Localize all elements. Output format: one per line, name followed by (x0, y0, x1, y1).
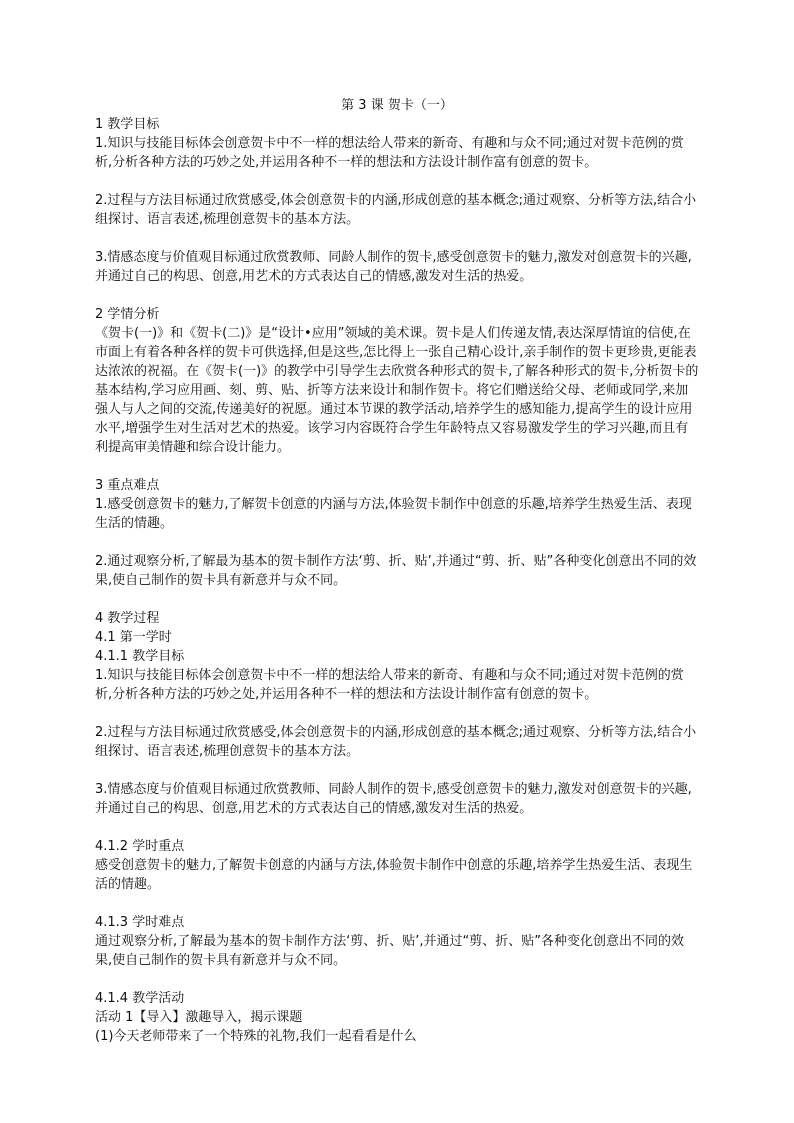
paragraph: 《贺卡(一)》和《贺卡(二)》是“设计•应用”领域的美术课。贺卡是人们传递友情,表达深厚情谊的信使,在市面上有着各种各样的贺卡可供选择,但是这些,怎比得上一张自己精心设计,亲手制作的贺卡更珍贵,更能表达浓浓的祝福。在《贺卡(一)》的教学中引导学生去欣赏各种形式的贺卡,了解各种形式的贺卡,分析贺卡的基本结构,学习应用画、刻、剪、贴、折等方法来设计和制作贺卡。将它们赠送给父母、老师或同学,来加强人与人之间的交流,传递美好的祝愿。通过本节课的教学活动,培养学生的感知能力,提高学生的设计应用水平,增强学生对生活对艺术的热爱。该学习内容既符合学生年龄特点又容易激发学生的学习兴趣,而且有利提高审美情趣和综合设计能力。 (95, 326, 699, 455)
section-heading-keypoints: 3 重点难点 (95, 478, 160, 493)
spacer (95, 286, 699, 305)
section-heading-process: 4 教学过程 (95, 611, 160, 626)
subsection-heading: 4.1.3 学时难点 (95, 915, 185, 930)
spacer (95, 229, 699, 248)
paragraph: 通过观察分析,了解最为基本的贺卡制作方法‘剪、折、贴’,并通过“剪、折、贴”各种变化创意出不同的效果,使自己制作的贺卡具有新意并与众不同。 (95, 934, 684, 968)
paragraph: 1.感受创意贺卡的魅力,了解贺卡创意的内涵与方法,体验贺卡制作中创意的乐趣,培养学生热爱生活、表现生活的情趣。 (95, 497, 692, 531)
paragraph: 3.情感态度与价值观目标通过欣赏教师、同龄人制作的贺卡,感受创意贺卡的魅力,激发对创意贺卡的兴趣,并通过自己的构思、创意,用艺术的方式表达自己的情感,激发对生活的热爱。 (95, 782, 692, 816)
section-heading-objectives: 1 教学目标 (95, 117, 160, 132)
spacer (95, 457, 699, 476)
spacer (95, 590, 699, 609)
activity-title: 活动 1【导入】激趣导入，揭示课题 (95, 1010, 303, 1025)
paragraph: 2.过程与方法目标通过欣赏感受,体会创意贺卡的内涵,形成创意的基本概念;通过观察、分析等方法,结合小组探讨、语言表述,梳理创意贺卡的基本方法。 (95, 193, 697, 227)
spacer (95, 894, 699, 913)
document-title: 第 3 课 贺卡（一） (341, 98, 453, 113)
spacer (95, 172, 699, 191)
spacer (95, 704, 699, 723)
paragraph: 1.知识与技能目标体会创意贺卡中不一样的想法给人带来的新奇、有趣和与众不同;通过对贺卡范例的赏析,分析各种方法的巧妙之处,并运用各种不一样的想法和方法设计制作富有创意的贺卡。 (95, 668, 684, 702)
paragraph: 3.情感态度与价值观目标通过欣赏教师、同龄人制作的贺卡,感受创意贺卡的魅力,激发对创意贺卡的兴趣,并通过自己的构思、创意,用艺术的方式表达自己的情感,激发对生活的热爱。 (95, 250, 692, 284)
section-heading-analysis: 2 学情分析 (95, 307, 160, 322)
subsection-heading: 4.1.4 教学活动 (95, 991, 185, 1006)
paragraph: 2.过程与方法目标通过欣赏感受,体会创意贺卡的内涵,形成创意的基本概念;通过观察、分析等方法,结合小组探讨、语言表述,梳理创意贺卡的基本方法。 (95, 725, 697, 759)
subsection-heading: 4.1 第一学时 (95, 630, 172, 645)
spacer (95, 761, 699, 780)
document-page (95, 96, 699, 1046)
paragraph: (1)今天老师带来了一个特殊的礼物,我们一起看看是什么 (95, 1029, 417, 1044)
paragraph: 1.知识与技能目标体会创意贺卡中不一样的想法给人带来的新奇、有趣和与众不同;通过对贺卡范例的赏析,分析各种方法的巧妙之处,并运用各种不一样的想法和方法设计制作富有创意的贺卡。 (95, 136, 684, 170)
spacer (95, 970, 699, 989)
subsection-heading: 4.1.1 教学目标 (95, 649, 185, 664)
spacer (95, 533, 699, 552)
spacer (95, 818, 699, 837)
paragraph: 2.通过观察分析,了解最为基本的贺卡制作方法‘剪、折、贴’,并通过“剪、折、贴”各种变化创意出不同的效果,使自己制作的贺卡具有新意并与众不同。 (95, 554, 697, 588)
subsection-heading: 4.1.2 学时重点 (95, 839, 185, 854)
paragraph: 感受创意贺卡的魅力,了解贺卡创意的内涵与方法,体验贺卡制作中创意的乐趣,培养学生热爱生活、表现生活的情趣。 (95, 858, 693, 892)
